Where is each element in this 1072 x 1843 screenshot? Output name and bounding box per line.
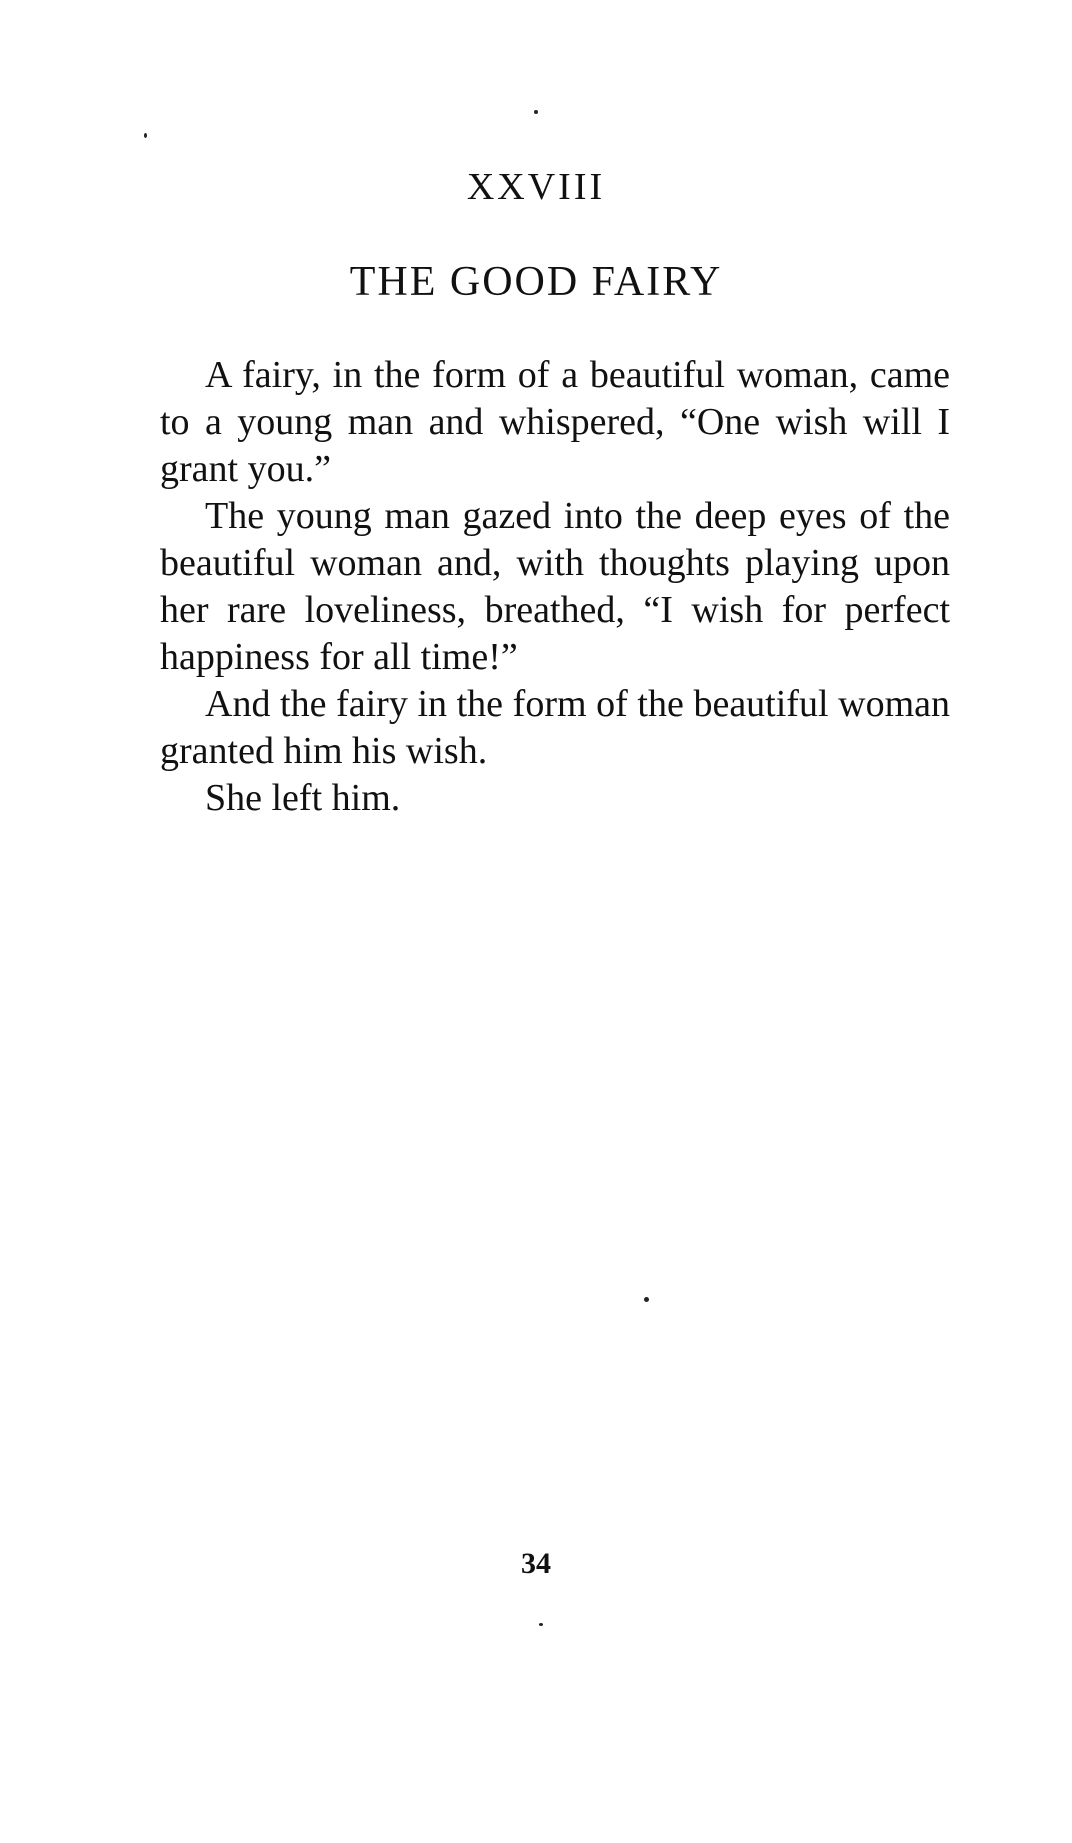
paragraph: A fairy, in the form of a beautiful woman, came to a young man and whispered, “One wish will I grant you.” xyxy=(160,354,950,490)
chapter-body xyxy=(160,352,950,822)
scan-speck xyxy=(144,133,147,138)
chapter-title: THE GOOD FAIRY xyxy=(349,259,723,305)
paragraph: And the fairy in the form of the beautiful woman granted him his wish. xyxy=(160,683,950,772)
page-number: 34 xyxy=(521,1547,551,1580)
chapter-number: XXVIII xyxy=(466,166,606,208)
scan-speck xyxy=(539,1623,543,1626)
paragraph: The young man gazed into the deep eyes of the beautiful woman and, with thoughts playing upon her rare loveliness, breathed, “I wish for perfect happiness for all time!” xyxy=(160,495,950,678)
paragraph: She left him. xyxy=(205,777,401,819)
scan-speck xyxy=(644,1297,649,1302)
scan-speck xyxy=(534,110,538,114)
